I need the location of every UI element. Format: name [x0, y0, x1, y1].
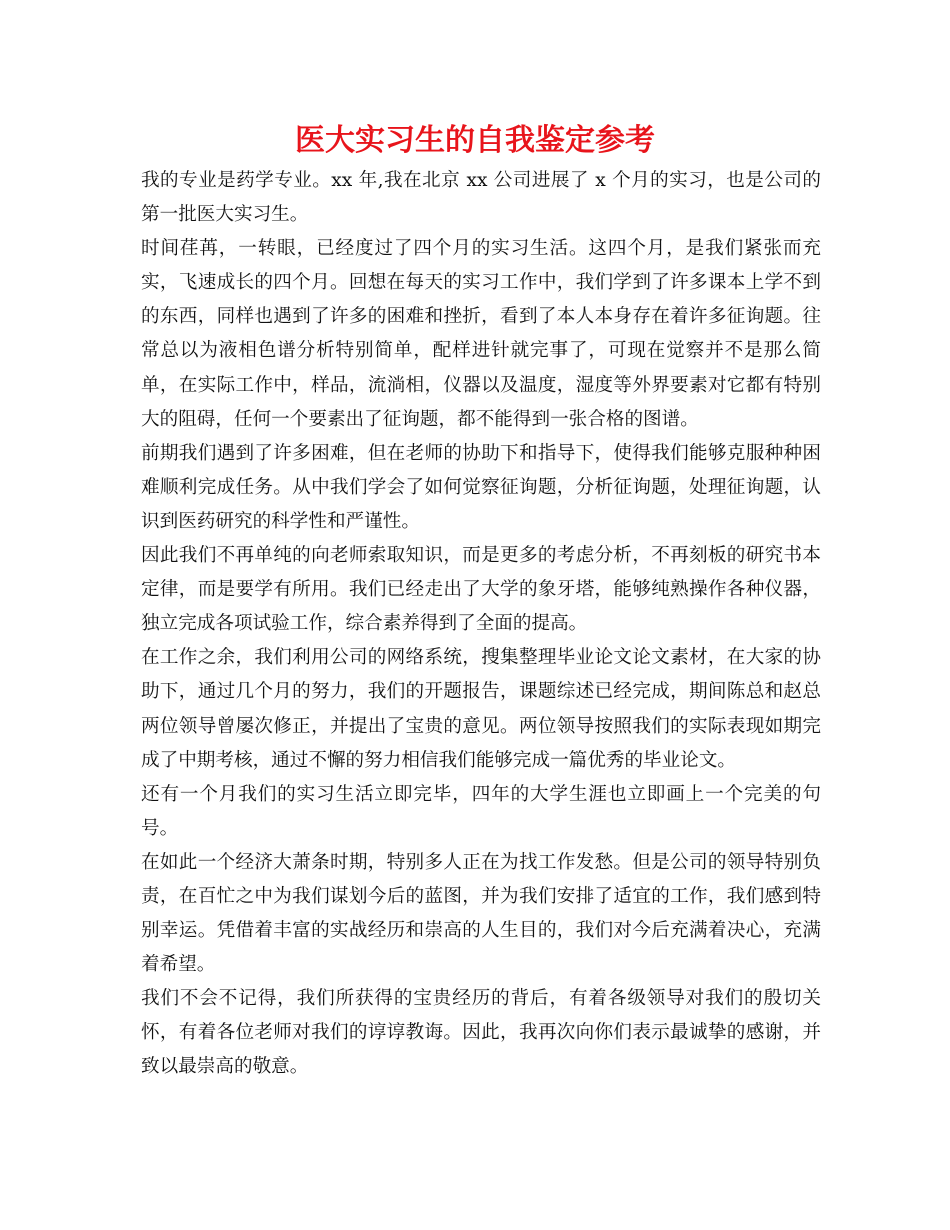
- paragraph-early-difficulties: 前期我们遇到了许多困难，但在老师的协助下和指导下，使得我们能够克服种种困难顺利完成任务。从中我们学会了如何觉察征询题，分析征询题，处理征询题，认识到医药研究的科学性和严谨性。: [141, 442, 821, 532]
- paragraph-gratitude: 我们不会不记得，我们所获得的宝贵经历的背后，有着各级领导对我们的殷切关怀，有着各位老师对我们的谆谆教诲。因此，我再次向你们表示最诚挚的感谢，并致以最崇高的敬意。: [141, 988, 821, 1078]
- paragraph-internship-ending: 还有一个月我们的实习生活立即完毕，四年的大学生涯也立即画上一个完美的句号。: [141, 783, 821, 839]
- document-title: 医大实习生的自我鉴定参考: [295, 123, 655, 158]
- paragraph-job-arrangement: 在如此一个经济大萧条时期，特别多人正在为找工作发愁。但是公司的领导特别负责，在百忙之中为我们谋划今后的蓝图，并为我们安排了适宜的工作，我们感到特别幸运。凭借着丰富的实战经历和崇高的人生目的，我们对今后充满着决心，充满着希望。: [141, 851, 821, 976]
- paragraph-learning-attitude: 因此我们不再单纯的向老师索取知识，而是更多的考虑分析，不再刻板的研究书本定律，而是要学有所用。我们已经走出了大学的象牙塔，能够纯熟操作各种仪器，独立完成各项试验工作，综合素养得到了全面的提高。: [141, 545, 821, 635]
- paragraph-thesis-work: 在工作之余，我们利用公司的网络系统，搜集整理毕业论文论文素材，在大家的协助下，通过几个月的努力，我们的开题报告，课题综述已经完成，期间陈总和赵总两位领导曾屡次修正，并提出了宝贵的意见。两位领导按照我们的实际表现如期完成了中期考核，通过不懈的努力相信我们能够完成一篇优秀的毕业论文。: [141, 647, 821, 771]
- document-body: [141, 164, 821, 1085]
- paragraph-intro: 我的专业是药学专业。xx 年,我在北京 xx 公司进展了 x 个月的实习，也是公司的第一批医大实习生。: [141, 170, 821, 226]
- paragraph-internship-experience: 时间荏苒，一转眼，已经度过了四个月的实习生活。这四个月，是我们紧张而充实，飞速成长的四个月。回想在每天的实习工作中，我们学到了许多课本上学不到的东西，同样也遇到了许多的困难和挫折，看到了本人本身存在着许多征询题。往常总以为液相色谱分析特别简单，配样进针就完事了，可现在觉察并不是那么简单，在实际工作中，样品，流淌相，仪器以及温度，湿度等外界要素对它都有特别大的阻碍，任何一个要素出了征询题，都不能得到一张合格的图谱。: [141, 238, 821, 430]
